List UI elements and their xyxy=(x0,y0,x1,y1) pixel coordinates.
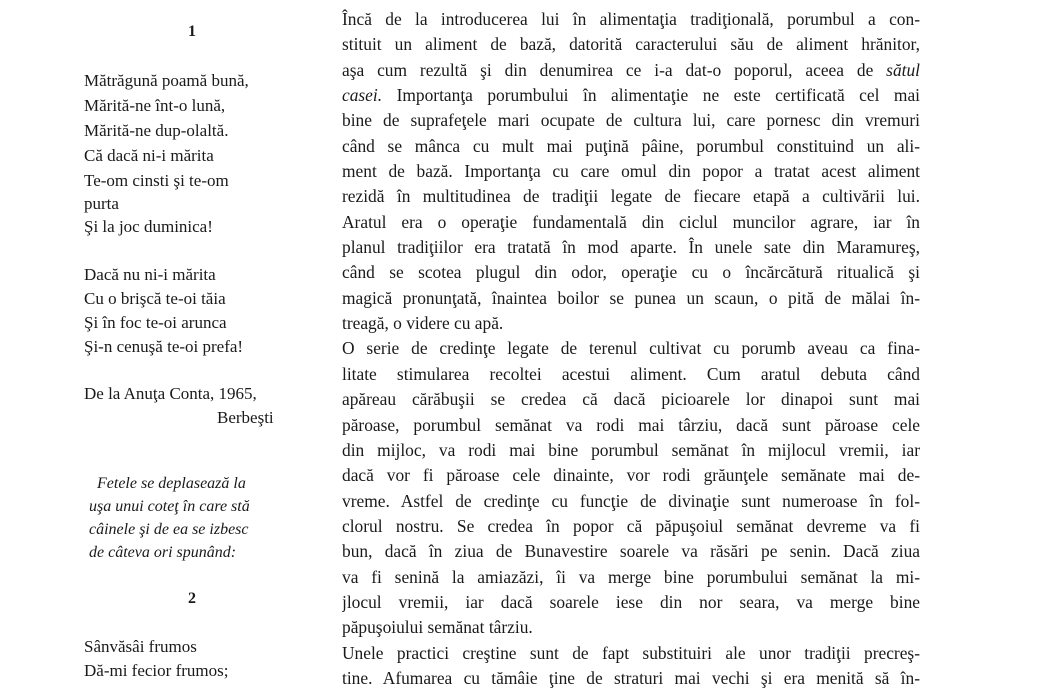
paragraph-line: când se scotea plugul din odor, operaţie cu o încărcătură ritualică şi xyxy=(342,262,920,283)
note-line: Fetele se deplasează la xyxy=(97,475,246,492)
poem1b-line: Dacă nu ni-i mărita xyxy=(84,265,216,284)
paragraph-line: Încă de la introducerea lui în alimentaţia tradiţională, porumbul a con- xyxy=(342,9,920,29)
paragraph-line: stituit un aliment de bază, datorită caracterului său de aliment hrănitor, xyxy=(342,34,920,55)
poem1-line: Mătrăgună poamă bună, xyxy=(84,71,249,90)
paragraph-line: când se mânca cu mult mai puţină pâine, porumbul constituind un ali- xyxy=(342,135,920,156)
paragraph-line: din mijloc, va rodi mai bine porumbul semănat în mijlocul vremii, iar xyxy=(342,439,920,460)
note-line: câinele şi de ea se izbesc xyxy=(89,521,249,538)
poem1-line: Că dacă ni-i mărita xyxy=(84,146,214,165)
paragraph-line: planul tradiţiilor era tratată în mod aparte. În unele sate din Maramureş, xyxy=(342,237,920,258)
source-place: Berbeşti xyxy=(217,408,274,427)
poem2-line: Dă-mi fecior frumos; xyxy=(84,661,229,680)
poem1b-line: Cu o brişcă te-oi tăia xyxy=(84,289,226,308)
source-attribution: De la Anuţa Conta, 1965, xyxy=(84,384,257,403)
poem1b-line: Şi-n cenuşă te-oi prefa! xyxy=(84,337,244,356)
poem2-line: Sânvăsâi frumos xyxy=(84,637,197,656)
paragraph-line: rezidă în multitudinea de tradiţii legate de fiecare etapă a cultivării lui. xyxy=(342,186,920,207)
poem-number-2: 2 xyxy=(188,590,196,607)
paragraph-line: aşa cum rezultă şi din denumirea ce i-a dat-o poporul, aceea de sătul xyxy=(342,59,920,80)
paragraph-line: dacă vor fi păroase cele dinainte, vor rodi grăunţele semănate mai de- xyxy=(342,465,920,486)
paragraph-line: ment de bază. Importanţa cu care omul din popor a tratat acest aliment xyxy=(342,161,920,182)
paragraph-line: magică pronunţată, înaintea boilor se punea un scaun, o pită de mălai în- xyxy=(342,287,920,308)
poem1-line: Mărită-ne înt-o lună, xyxy=(84,96,226,115)
paragraph-line: bun, dacă în ziua de Bunavestire soarele va răsări pe senin. Dacă ziua xyxy=(342,541,920,562)
paragraph-line: va fi senină la amiazăzi, îi va merge bine porumbului semănat la mi- xyxy=(342,566,920,587)
paragraph-line: păpuşoiului semănat târziu. xyxy=(342,617,533,638)
poem1-line: Şi la joc duminica! xyxy=(84,217,213,236)
paragraph-line: O serie de credinţe legate de terenul cultivat cu porumb aveau ca fina- xyxy=(342,338,920,359)
paragraph-line: jlocul vremii, iar dacă soarele iese din nor seara, va merge bine xyxy=(342,591,920,612)
paragraph-line: litate stimularea recoltei acestui aliment. Cum aratul debuta când xyxy=(342,363,920,384)
paragraph-line: păroase, porumbul semănat va rodi mai târziu, dacă sunt păroase cele xyxy=(342,414,920,435)
paragraph-line: casei. Importanţa porumbului în alimentaţie ne este certificată cel mai xyxy=(342,85,920,106)
paragraph-line: bine de suprafeţele mari ocupate de cultura lui, care pornesc din vremuri xyxy=(342,110,920,131)
paragraph-line: Unele practici creştine sunt de fapt substituiri ale unor tradiţii precreş- xyxy=(342,642,920,663)
poem-number-1: 1 xyxy=(188,23,196,40)
paragraph-line: Aratul era o operaţie fundamentală din ciclul muncilor agrare, iar în xyxy=(342,211,920,232)
note-line: de câteva ori spunând: xyxy=(89,544,237,561)
main-text-column xyxy=(342,7,920,691)
paragraph-line: treagă, o videre cu apă. xyxy=(342,313,504,334)
paragraph-line: vreme. Astfel de credinţe cu funcţie de divinaţie sunt numeroase în fol- xyxy=(342,490,920,511)
poem1-line: purta xyxy=(84,194,119,213)
poem1-line: Te-om cinsti şi te-om xyxy=(84,171,229,190)
paragraph-line: clorul nostru. Se credea în popor că păpuşoiul semănat devreme va fi xyxy=(342,515,920,536)
poem1-line: Mărită-ne dup-olaltă. xyxy=(84,121,229,140)
note-line: uşa unui coteţ în care stă xyxy=(89,498,250,515)
paragraph-line: tine. Afumarea cu tămâie ţine de straturi mai vechi şi era menită să în- xyxy=(342,667,920,688)
poem1b-line: Şi în foc te-oi arunca xyxy=(84,313,227,332)
paragraph-line: apăreau cărăbuşii se credea că dacă picioarele lor dinapoi sunt mai xyxy=(342,389,920,410)
